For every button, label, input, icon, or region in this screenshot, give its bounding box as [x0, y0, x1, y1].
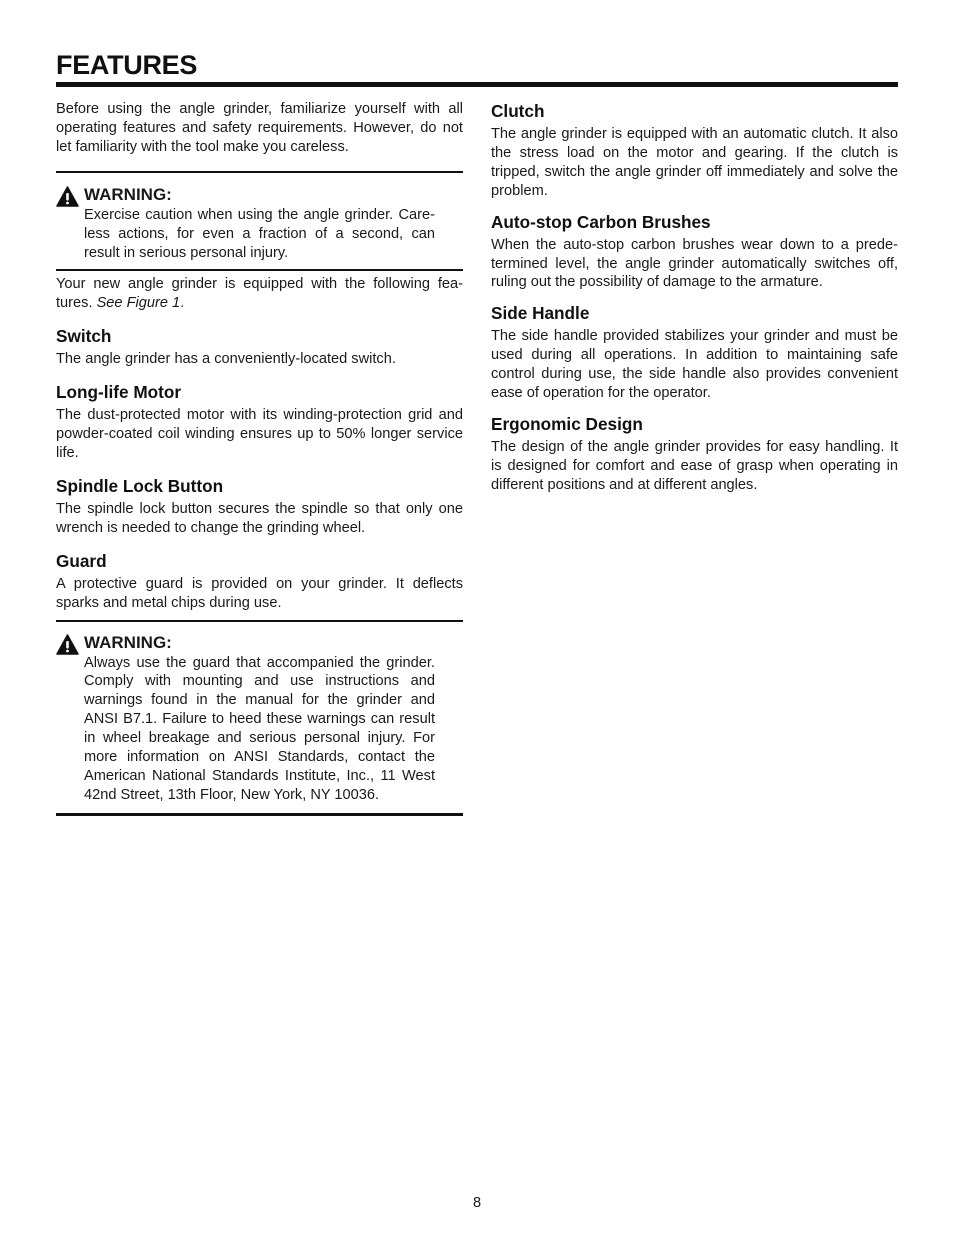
section-text-motor: The dust-protected motor with its winding-protection grid and powder-coated coil winding ensures up to 50% longer service life.: [56, 407, 463, 461]
divider: [56, 269, 463, 271]
section-text-spindle-lock: The spindle lock button secures the spindle so that only one wrench is needed to change the grinding wheel.: [56, 500, 463, 536]
section-heading-carbon-brushes: Auto-stop Carbon Brushes: [491, 211, 711, 232]
figure-reference: See Figure 1: [96, 295, 181, 312]
warning-box: [56, 184, 463, 263]
divider: [56, 813, 463, 816]
warning-box: [56, 632, 463, 805]
section-text-side-handle: The side handle provided stabilizes your grinder and must be used during all operations. In addition to maintaining safe control during use, the side handle also provides convenient ease of operation for the operator.: [491, 328, 898, 402]
page-number: 8: [472, 1195, 482, 1211]
warning-triangle-icon: [56, 186, 79, 207]
section-heading-spindle-lock: Spindle Lock Button: [56, 475, 224, 496]
warning-title: WARNING:: [84, 632, 172, 652]
section-heading-side-handle: Side Handle: [491, 303, 590, 324]
divider: [56, 171, 463, 173]
intro-paragraph: Before using the angle grinder, familiarize yourself with all operating features and safety requirements. However, do not let familiarity with the tool make you careless.: [56, 101, 463, 155]
section-text-switch: The angle grinder has a conveniently-located switch.: [56, 351, 396, 368]
divider: [56, 620, 463, 622]
right-column: [491, 100, 898, 495]
section-text-carbon-brushes: When the auto-stop carbon brushes wear down to a prede-termined level, the angle grinder automatically switches off, ruling out the possibility of damage to the armature.: [491, 236, 898, 291]
left-column: [56, 100, 463, 816]
page-title: FEATURES: [56, 50, 198, 80]
section-heading-clutch: Clutch: [491, 101, 545, 121]
equipped-paragraph: Your new angle grinder is equipped with the following fea-tures. See Figure 1.: [56, 276, 463, 312]
warning-text: Exercise caution when using the angle grinder. Care-less actions, for even a fraction of a second, can result in serious personal injury.: [84, 206, 435, 261]
warning-triangle-icon: [56, 634, 79, 655]
section-text-guard: A protective guard is provided on your grinder. It deflects sparks and metal chips during use.: [56, 575, 463, 611]
equipped-text: Your new angle grinder is equipped with the following fea-tures.: [56, 276, 463, 312]
section-heading-ergonomic: Ergonomic Design: [491, 413, 643, 434]
section-text-clutch: The angle grinder is equipped with an automatic clutch. It also the stress load on the motor and gearing. If the clutch is tripped, switch the angle grinder off immediately and solve the problem.: [491, 126, 898, 199]
title-rule: [56, 82, 898, 87]
section-text-ergonomic: The design of the angle grinder provides for easy handling. It is designed for comfort and ease of grasp when operating in different positions and at different angles.: [491, 438, 898, 493]
warning-text: Always use the guard that accompanied the grinder. Comply with mounting and use instructions and warnings found in the manual for the grinder and ANSI B7.1. Failure to heed these warnings can result in wheel breakage and serious personal injury. For more information on ANSI Standards, contact the American National Standards Institute, Inc., 11 West 42nd Street, 13th Floor, New York, NY 10036.: [84, 654, 435, 803]
section-heading-switch: Switch: [56, 326, 112, 347]
section-heading-guard: Guard: [56, 550, 107, 571]
section-heading-motor: Long-life Motor: [56, 382, 182, 403]
warning-title: WARNING:: [84, 184, 172, 204]
